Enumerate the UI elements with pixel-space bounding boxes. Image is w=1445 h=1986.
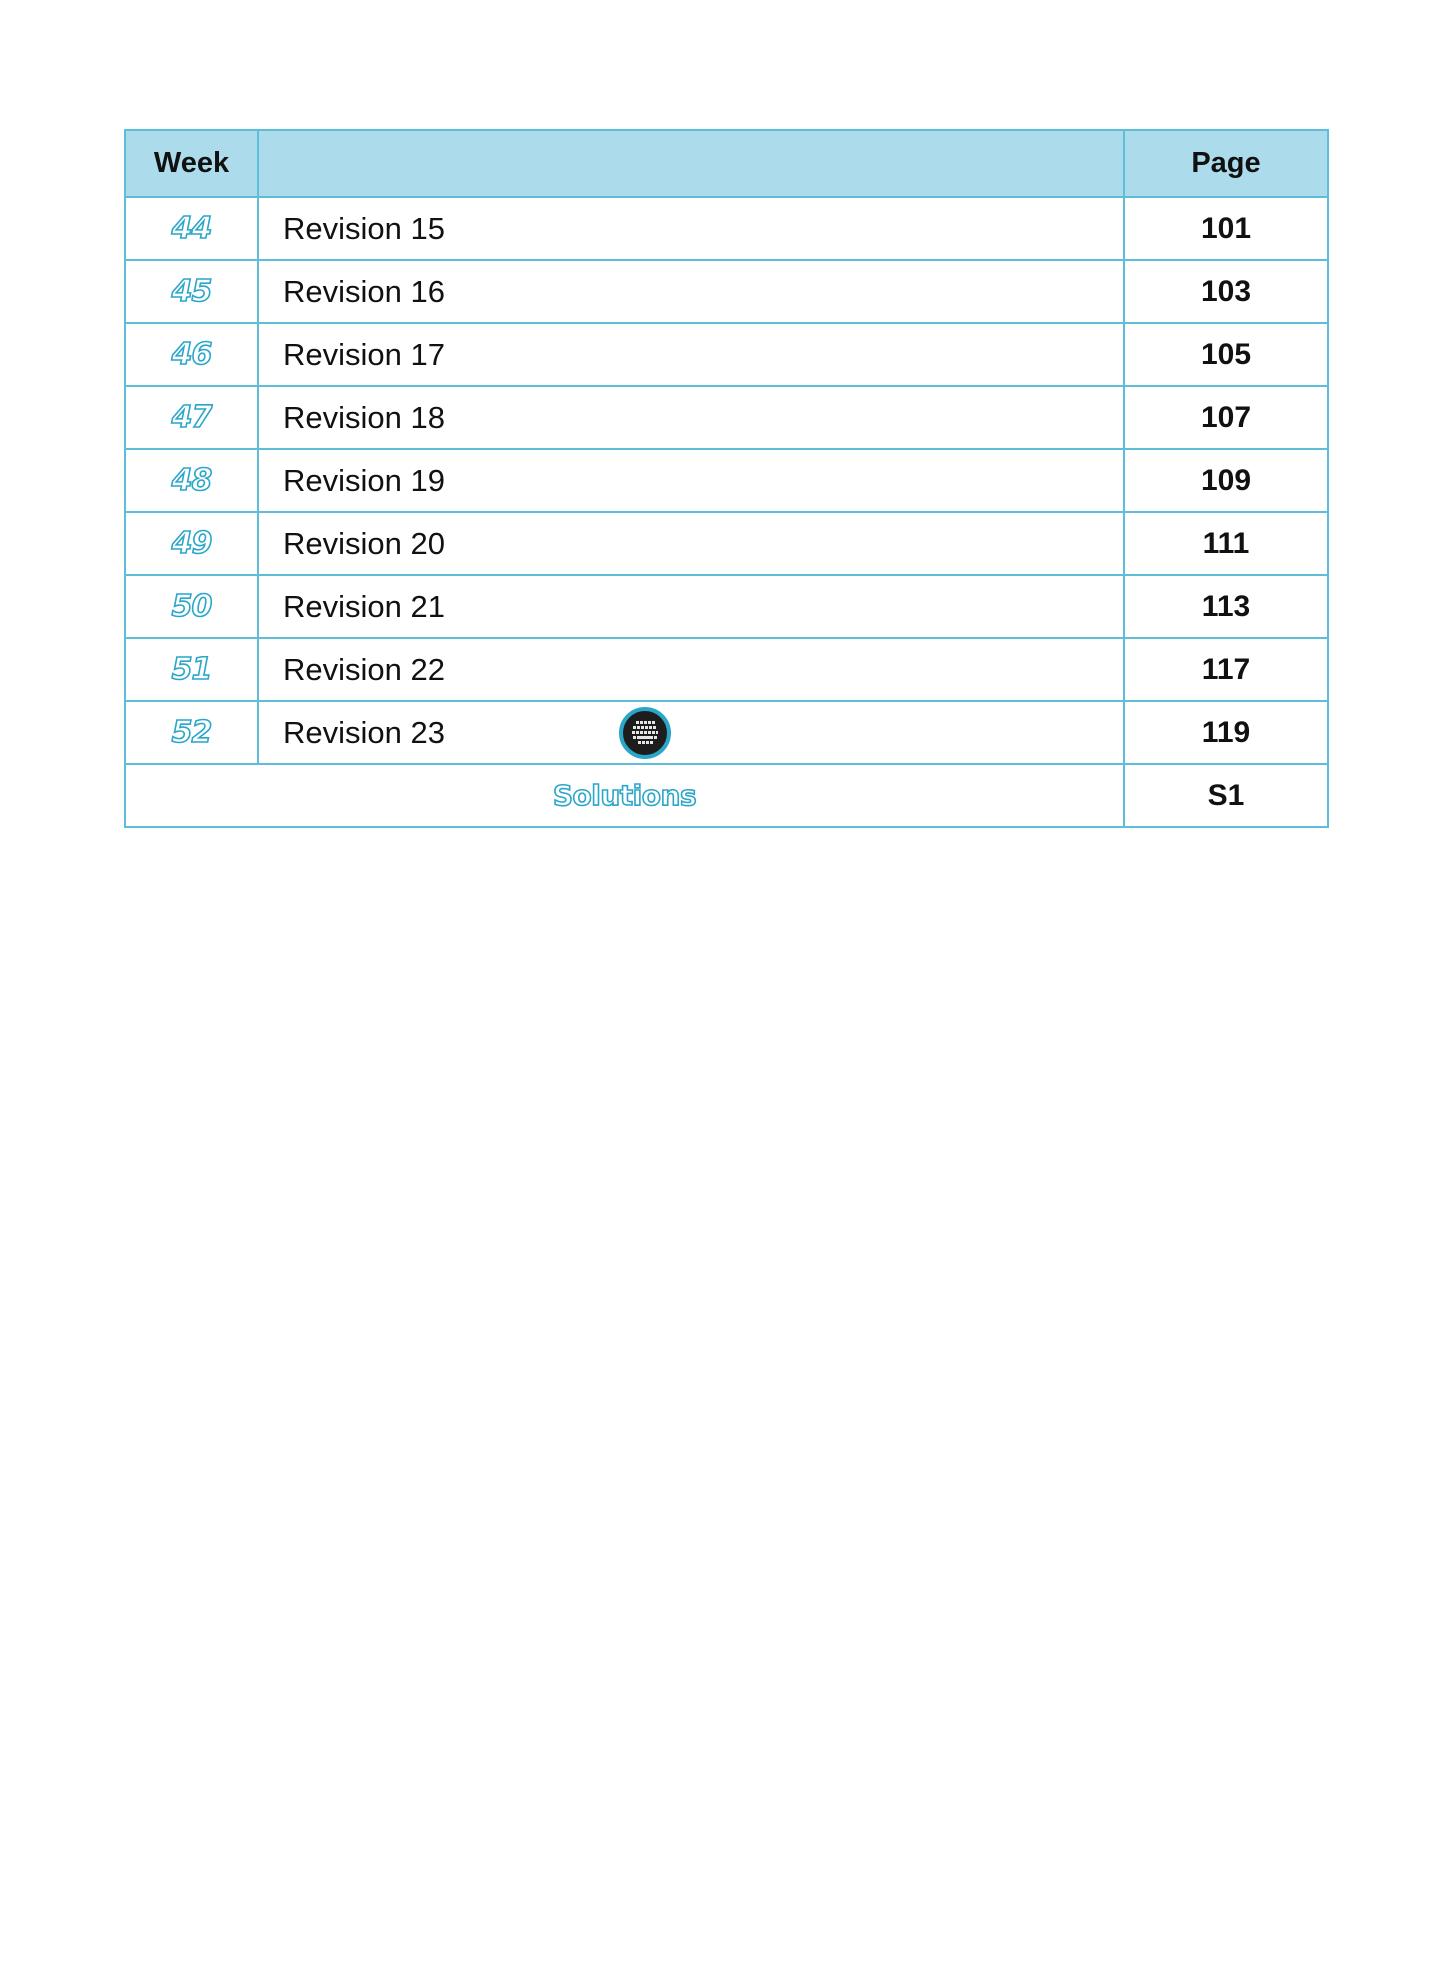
week-cell [125,449,258,512]
title-cell: Revision 21 [258,575,1124,638]
page-number: 105 [1124,323,1328,386]
table-row [125,512,1328,575]
week-number: 47 [171,400,212,435]
title-cell [258,701,1124,764]
table-header-row [125,130,1328,197]
page-number: 109 [1124,449,1328,512]
week-number: 52 [171,715,212,750]
week-cell [125,386,258,449]
header-page: Page [1124,130,1328,197]
title-cell: Revision 18 [258,386,1124,449]
table-row [125,260,1328,323]
table-row [125,197,1328,260]
solutions-page-number: S1 [1124,764,1328,827]
week-cell [125,197,258,260]
week-number: 51 [171,652,212,687]
title-cell: Revision 22 [258,638,1124,701]
week-cell [125,512,258,575]
table-row [125,638,1328,701]
page-number: 103 [1124,260,1328,323]
keyboard-icon [619,707,671,759]
table-row [125,449,1328,512]
title-text: Revision 23 [283,714,445,750]
page-number: 101 [1124,197,1328,260]
week-cell [125,701,258,764]
week-cell [125,575,258,638]
week-number: 49 [171,526,212,561]
title-cell: Revision 20 [258,512,1124,575]
header-week: Week [125,130,258,197]
week-number: 50 [171,589,212,624]
header-title [258,130,1124,197]
title-cell: Revision 19 [258,449,1124,512]
page-number: 113 [1124,575,1328,638]
solutions-row [125,764,1328,827]
title-cell: Revision 17 [258,323,1124,386]
week-cell [125,260,258,323]
title-cell: Revision 15 [258,197,1124,260]
page-number: 119 [1124,701,1328,764]
week-number: 45 [171,274,212,309]
page-number: 111 [1124,512,1328,575]
week-cell [125,323,258,386]
table-row [125,323,1328,386]
title-cell: Revision 16 [258,260,1124,323]
table-row [125,386,1328,449]
page-number: 117 [1124,638,1328,701]
page-number: 107 [1124,386,1328,449]
week-number: 48 [171,463,212,498]
week-number: 46 [171,337,212,372]
table-row [125,701,1328,764]
week-cell [125,638,258,701]
solutions-label: Solutions [552,779,697,812]
table-row [125,575,1328,638]
solutions-cell [125,764,1124,827]
week-number: 44 [171,211,212,246]
contents-table [124,129,1329,828]
